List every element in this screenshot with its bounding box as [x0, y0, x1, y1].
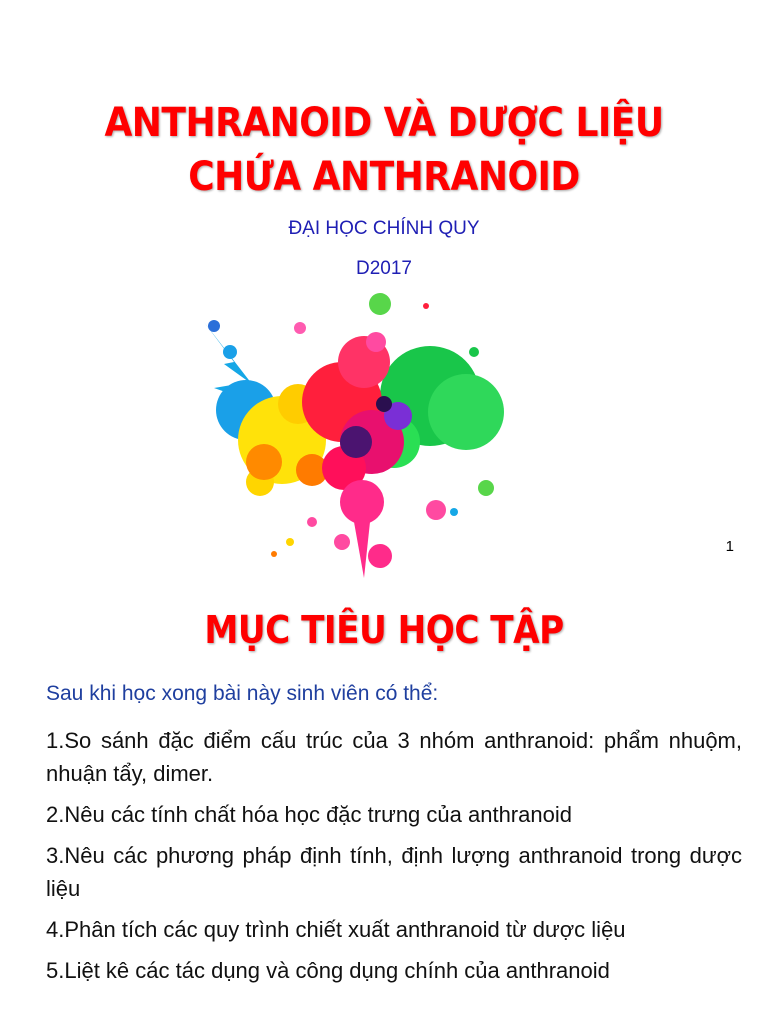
objectives-heading: MỤC TIÊU HỌC TẬP	[204, 608, 564, 652]
paint-splash-illustration	[194, 292, 530, 578]
cohort-label: D2017	[356, 258, 412, 279]
objective-item: 4.Phân tích các quy trình chiết xuất anthranoid từ dược liệu	[46, 917, 626, 942]
program-subtitle: ĐẠI HỌC CHÍNH QUY	[288, 218, 480, 239]
objective-item: 2.Nêu các tính chất hóa học đặc trưng của anthranoid	[46, 802, 572, 827]
page-number: 1	[725, 538, 734, 555]
objective-item: 5.Liệt kê các tác dụng và công dụng chính của anthranoid	[46, 958, 610, 983]
slide-title	[0, 96, 768, 204]
slide-title-line-1: ANTHRANOID VÀ DƯỢC LIỆU	[104, 100, 664, 146]
objective-item: 1.So sánh đặc điểm cấu trúc của 3 nhóm anthranoid: phẩm nhuộm, nhuận tẩy, dimer.	[46, 728, 742, 786]
objectives-intro: Sau khi học xong bài này sinh viên có thể:	[46, 682, 439, 705]
objectives-slide	[0, 578, 768, 1024]
slide-title-line-2: CHỨA ANTHRANOID	[188, 154, 580, 200]
objective-item: 3.Nêu các phương pháp định tính, định lượng anthranoid trong dược liệu	[46, 843, 742, 901]
objectives-list	[46, 724, 742, 995]
